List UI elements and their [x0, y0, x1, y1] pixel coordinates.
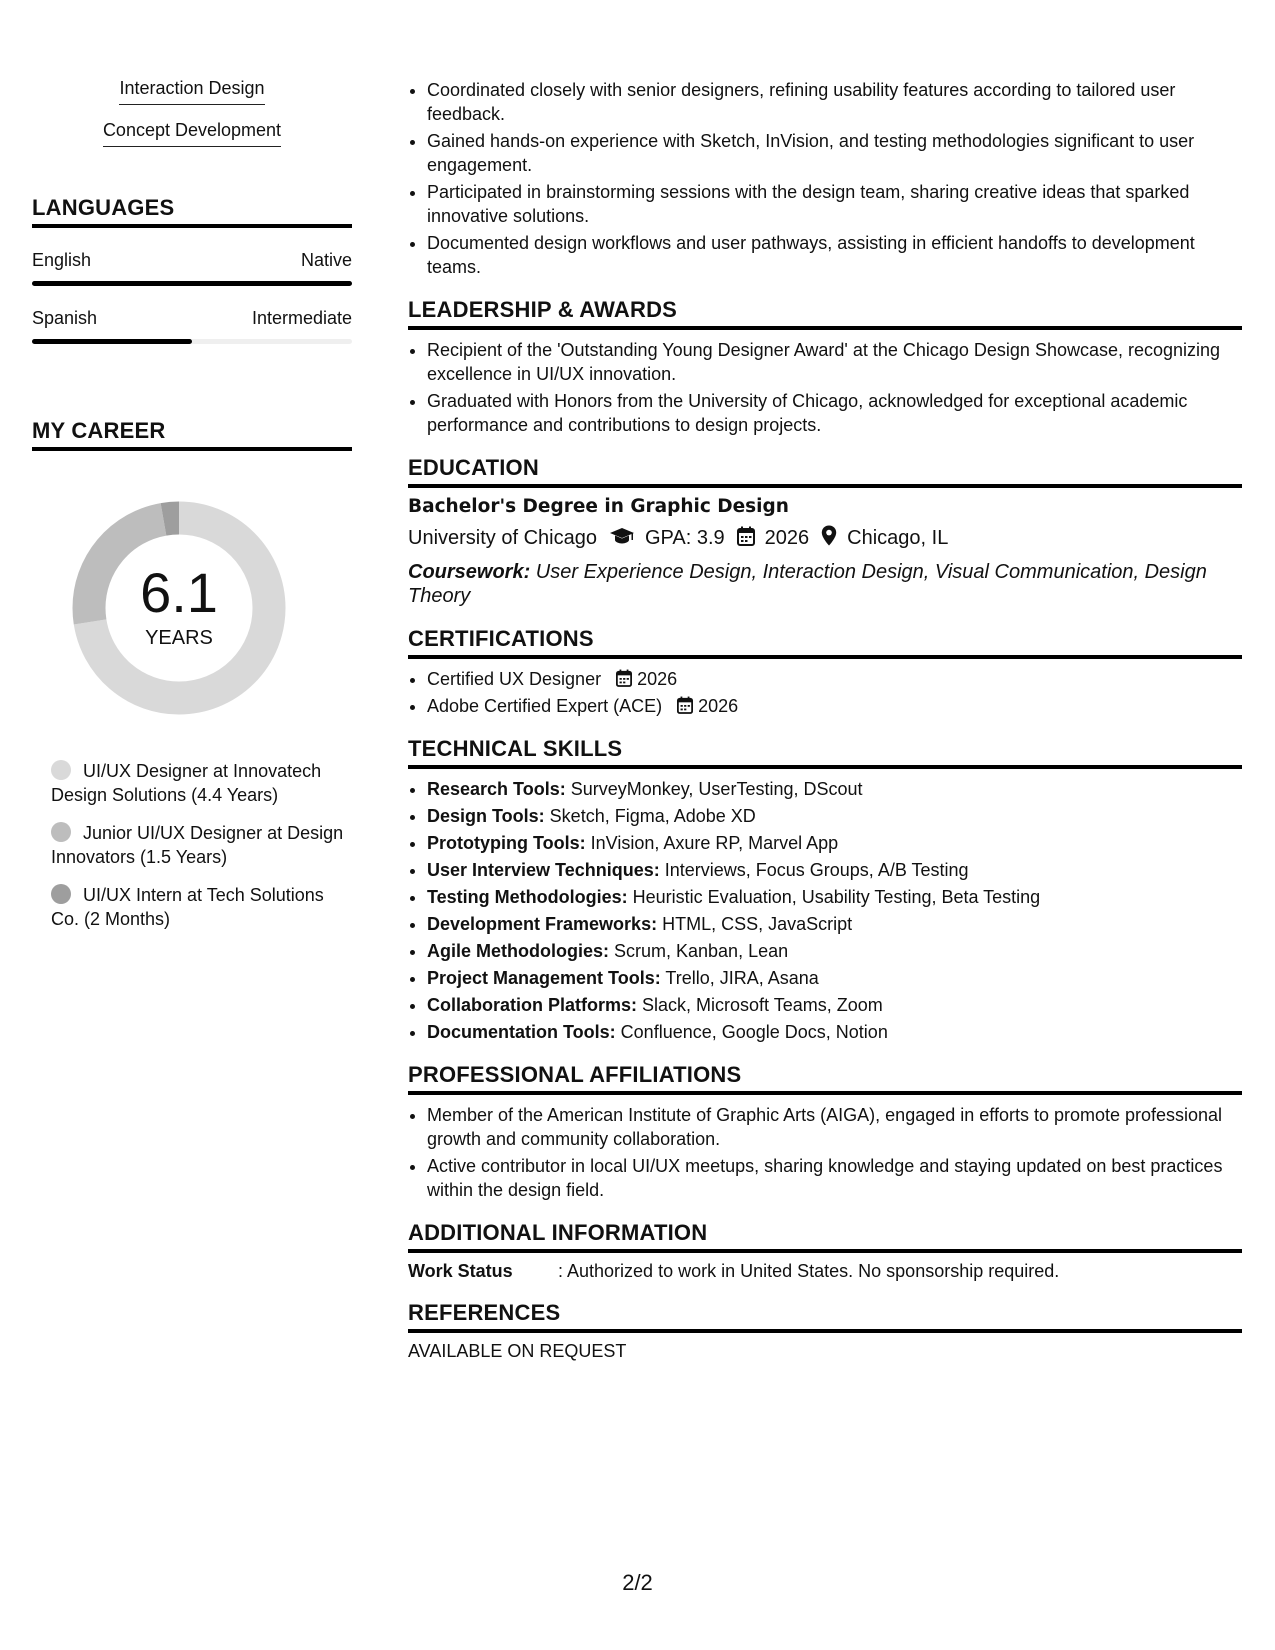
career-legend-item — [51, 821, 352, 869]
section-heading-leadership: LEADERSHIP & AWARDS — [408, 297, 1242, 330]
affiliations-list — [408, 1103, 1242, 1202]
section-heading-references: REFERENCES — [408, 1300, 1242, 1333]
page-number: 2/2 — [622, 1570, 653, 1595]
languages-heading: LANGUAGES — [32, 195, 352, 228]
list-item — [427, 694, 1242, 718]
skill-value: Interviews, Focus Groups, A/B Testing — [659, 860, 969, 880]
skill-label: Agile Methodologies: — [427, 941, 609, 961]
map-pin-icon — [821, 525, 837, 552]
list-item: • Coordinated closely with senior designers, refining usability features according to tailored user feedback. — [427, 78, 1242, 126]
career-legend-label: Junior UI/UX Designer at Design Innovators (1.5 Years) — [51, 823, 344, 867]
legend-dot — [51, 822, 71, 842]
language-item — [32, 250, 352, 286]
list-item: • Participated in brainstorming sessions with the design team, sharing creative ideas that sparked innovative solutions. — [427, 180, 1242, 228]
skill-label: Research Tools: — [427, 779, 566, 799]
skill-label: Testing Methodologies: — [427, 887, 628, 907]
list-item: • Documented design workflows and user pathways, assisting in efficient handoffs to development teams. — [427, 231, 1242, 279]
work-status-value: : Authorized to work in United States. No sponsorship required. — [558, 1261, 1060, 1281]
coursework-label: Coursework: — [408, 561, 531, 583]
skill-label: Documentation Tools: — [427, 1022, 616, 1042]
skill-value: Confluence, Google Docs, Notion — [615, 1022, 888, 1042]
section-heading-technical-skills: TECHNICAL SKILLS — [408, 736, 1242, 769]
coursework — [408, 560, 1242, 608]
language-name: Spanish — [32, 308, 98, 328]
skill-label: User Interview Techniques: — [427, 860, 660, 880]
skill-tag-label: Interaction Design — [119, 78, 264, 105]
skill-value: Scrum, Kanban, Lean — [609, 941, 789, 961]
sidebar — [32, 78, 352, 945]
section-heading-affiliations: PROFESSIONAL AFFILIATIONS — [408, 1062, 1242, 1095]
skill-value: InVision, Axure RP, Marvel App — [585, 833, 839, 853]
school-name: University of Chicago — [408, 527, 597, 549]
language-proficiency-bar — [32, 281, 352, 286]
skill-tag — [32, 120, 352, 147]
degree-title: Bachelor's Degree in Graphic Design — [408, 496, 789, 517]
career-total-value: 6.1 — [140, 561, 218, 624]
skill-value: HTML, CSS, JavaScript — [657, 914, 853, 934]
education-details — [408, 525, 1242, 552]
skill-value: Slack, Microsoft Teams, Zoom — [637, 995, 883, 1015]
list-item — [427, 858, 1242, 882]
list-item: • Gained hands-on experience with Sketch, InVision, and testing methodologies significant to user engagement. — [427, 129, 1242, 177]
skill-label: Project Management Tools: — [427, 968, 661, 988]
list-item — [427, 777, 1242, 801]
career-heading: MY CAREER — [32, 418, 352, 451]
references-text: AVAILABLE ON REQUEST — [408, 1341, 627, 1361]
career-legend-label: UI/UX Intern at Tech Solutions Co. (2 Months) — [51, 885, 324, 929]
language-name: English — [32, 250, 92, 270]
career-legend-item — [51, 759, 352, 807]
coursework-text: User Experience Design, Interaction Design, Visual Communication, Design Theory — [408, 561, 1207, 607]
list-item — [427, 912, 1242, 936]
list-item — [427, 885, 1242, 909]
language-proficiency-bar — [32, 339, 352, 344]
career-total-unit: YEARS — [145, 627, 213, 649]
career-donut-chart — [64, 493, 294, 723]
location: Chicago, IL — [847, 527, 949, 549]
gpa: GPA: 3.9 — [644, 527, 725, 549]
language-proficiency-fill — [32, 339, 192, 344]
experience-bullets — [408, 78, 1242, 279]
graduation-cap-icon — [609, 527, 635, 551]
graduation-year: 2026 — [764, 527, 810, 549]
legend-dot — [51, 884, 71, 904]
language-item — [32, 308, 352, 344]
skill-label: Collaboration Platforms: — [427, 995, 638, 1015]
calendar-icon — [737, 526, 755, 552]
list-item — [427, 1020, 1242, 1044]
list-item — [427, 966, 1242, 990]
list-item — [427, 939, 1242, 963]
skill-value: Sketch, Figma, Adobe XD — [544, 806, 756, 826]
certification-year: 2026 — [698, 696, 739, 716]
skill-label: Prototyping Tools: — [427, 833, 586, 853]
list-item — [427, 831, 1242, 855]
certification-name: Adobe Certified Expert (ACE) — [427, 696, 663, 716]
list-item: • Graduated with Honors from the University of Chicago, acknowledged for exceptional academic performance and contributions to design projects. — [427, 389, 1242, 437]
leadership-list — [408, 338, 1242, 437]
list-item: • Member of the American Institute of Graphic Arts (AIGA), engaged in efforts to promote professional growth and community collaboration. — [427, 1103, 1242, 1151]
calendar-icon — [677, 696, 693, 716]
language-level: Intermediate — [251, 308, 352, 328]
skill-value: Heuristic Evaluation, Usability Testing, Beta Testing — [627, 887, 1041, 907]
technical-skills-list — [408, 777, 1242, 1044]
skill-value: SurveyMonkey, UserTesting, DScout — [565, 779, 863, 799]
legend-dot — [51, 760, 71, 780]
list-item — [427, 804, 1242, 828]
career-legend-item — [51, 883, 352, 931]
skill-tag-label: Concept Development — [103, 120, 281, 147]
list-item — [427, 993, 1242, 1017]
language-level: Native — [300, 250, 352, 270]
list-item: • Recipient of the 'Outstanding Young Designer Award' at the Chicago Design Showcase, recognizing excellence in UI/UX innovation. — [427, 338, 1242, 386]
work-status-label: Work Status — [408, 1261, 513, 1281]
work-status-row — [408, 1261, 1242, 1282]
skill-label: Design Tools: — [427, 806, 545, 826]
skill-value: Trello, JIRA, Asana — [660, 968, 819, 988]
skill-tag — [32, 78, 352, 105]
certification-name: Certified UX Designer — [427, 669, 602, 689]
career-legend — [32, 759, 352, 931]
main-content — [408, 78, 1242, 1362]
certification-year: 2026 — [637, 669, 678, 689]
career-donut-center — [64, 493, 294, 723]
career-legend-label: UI/UX Designer at Innovatech Design Solutions (4.4 Years) — [51, 761, 322, 805]
section-heading-education: EDUCATION — [408, 455, 1242, 488]
list-item — [427, 667, 1242, 691]
skill-label: Development Frameworks: — [427, 914, 658, 934]
language-proficiency-fill — [32, 281, 352, 286]
section-heading-additional-info: ADDITIONAL INFORMATION — [408, 1220, 1242, 1253]
calendar-icon — [616, 669, 632, 689]
section-heading-certifications: CERTIFICATIONS — [408, 626, 1242, 659]
list-item: • Active contributor in local UI/UX meetups, sharing knowledge and staying updated on best practices within the design field. — [427, 1154, 1242, 1202]
certifications-list — [408, 667, 1242, 718]
